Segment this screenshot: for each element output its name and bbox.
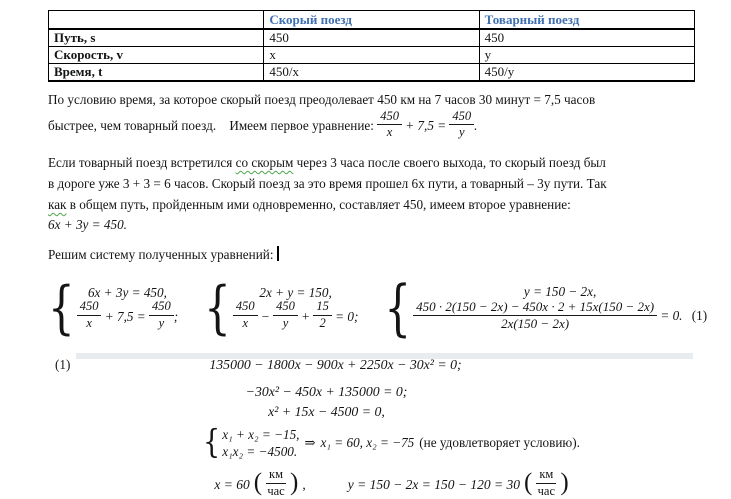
- row-label-speed: Скорость, v: [49, 47, 264, 64]
- fraction: $\frac{450 \cdot 2(150 - 2x) - 450x \cdot 2 + 15x(150 - 2x)}{2x(150 - 2x)}$: [413, 300, 657, 332]
- paragraph-line: Если товарный поезд встретился со скорым через 3 часа после своего выхода, то скорый поезд был: [48, 155, 606, 171]
- table-row-speed: [49, 47, 695, 64]
- expanded-equation: 135000 − 1800x − 900x + 2250x − 30x² = 0;: [209, 357, 462, 373]
- fraction: $\frac{450}{x}$: [377, 110, 402, 141]
- left-brace-icon: {: [203, 423, 221, 462]
- vieta-system-line: { x₁ + x₂ = −15, x₁x₂ = −4500. ⇒ x₁ = 60, x₂ = −75 (не удовлетворяет условию).: [203, 423, 580, 462]
- cell-time-freight: 450/y: [479, 64, 694, 82]
- equation-first: $\frac{450}{x}$ + 7,5 = $\frac{450}{y}$ .: [377, 118, 477, 133]
- fraction: $\frac{15}{2}$: [313, 300, 332, 331]
- paragraph-condition: [48, 89, 695, 142]
- solve-line: Решим систему полученных уравнений:: [48, 244, 695, 265]
- cell-path-freight: 450: [479, 29, 694, 47]
- fraction: $\frac{450}{y}$: [149, 300, 174, 331]
- equation-reference: (1): [55, 357, 71, 373]
- left-brace-icon: {: [48, 274, 75, 341]
- table-header-fast-train: Скорый поезд: [264, 11, 479, 30]
- left-brace-icon: {: [204, 274, 231, 341]
- cell-speed-freight: y: [479, 47, 694, 64]
- equation-reference: (1): [691, 308, 708, 324]
- row-label-time: Время, t: [49, 64, 264, 82]
- paragraph-line: как в общем путь, пройденным ими одновременно, составляет 450, имеем второе уравнение:: [48, 197, 571, 213]
- first-equation-line: быстрее, чем товарный поезд. Имеем первое уравнение: $\frac{450}{x}$ + 7,5 = $\frac{450}{y}$ .: [48, 108, 478, 140]
- unit-fraction: $\frac{км}{\text{час}}$: [537, 466, 556, 498]
- equation-second: 6x + 3y = 450.: [48, 217, 127, 233]
- table-row-path: [49, 29, 695, 47]
- implies-arrow-icon: ⇒: [304, 435, 316, 451]
- left-brace-icon: {: [384, 272, 412, 344]
- row-label-path: Путь, s: [49, 29, 264, 47]
- text-cursor: [277, 246, 279, 261]
- table-header-freight-train: Товарный поезд: [479, 11, 694, 30]
- fraction: $\frac{450}{y}$: [273, 300, 298, 331]
- equation-1-line: [48, 355, 695, 375]
- misspelled-word: Время: [54, 64, 92, 79]
- paragraph-line: По условию время, за которое скорый поезд преодолевает 450 км на 7 часов 30 минут = 7,5 часов: [48, 92, 596, 107]
- cell-speed-fast: x: [264, 47, 479, 64]
- table-corner-cell: [49, 11, 264, 30]
- fraction: $\frac{450}{x}$: [77, 300, 102, 331]
- cell-time-fast: 450/x: [264, 64, 479, 82]
- fraction: $\frac{450}{y}$: [449, 110, 474, 141]
- unit-fraction: $\frac{км}{\text{час}}$: [267, 466, 285, 498]
- equation-system-2: { 2x + y = 150, $\frac{450}{x}$ − $\frac{450}{y}$ + $\frac{15}{2}$ = 0;: [204, 274, 359, 341]
- grammar-flagged-word: как: [48, 197, 67, 213]
- equation-system-1: { 6x + 3y = 450, $\frac{450}{x}$ + 7,5 = $\frac{450}{y}$ ;: [48, 274, 179, 341]
- train-data-table: [48, 10, 695, 82]
- paragraph-meeting: [48, 152, 695, 235]
- equation-systems-row: [48, 271, 708, 345]
- table-row-time: [49, 64, 695, 82]
- table-header-row: [49, 11, 695, 30]
- fraction: $\frac{450}{x}$: [233, 300, 258, 331]
- paragraph-line: в дороге уже 3 + 3 = 6 часов. Скорый поезд за это время прошел 6x пути, а товарный – 3y пути. Так: [48, 176, 607, 192]
- quadratic-equation-2: x² + 15x − 4500 = 0,: [268, 404, 385, 420]
- answer-line: x = 60 ( $\frac{км}{\text{час}}$ ) , y = 150 − 2x = 150 − 120 = 30 ( $\frac{км}{\text{час}}$ ): [214, 466, 569, 498]
- equation-system-4: { x₁ + x₂ = −15, x₁x₂ = −4500.: [203, 423, 300, 462]
- equation-system-3: { y = 150 − 2x, $\frac{450 \cdot 2(150 - 2x) - 450x \cdot 2 + 15x(150 - 2x)}{2x(150 - 2x)}$ = 0. (1): [384, 272, 708, 344]
- quadratic-equation-1: −30x² − 450x + 135000 = 0;: [245, 384, 408, 400]
- cell-path-fast: 450: [264, 29, 479, 47]
- grammar-flagged-words: со скорым: [235, 155, 294, 171]
